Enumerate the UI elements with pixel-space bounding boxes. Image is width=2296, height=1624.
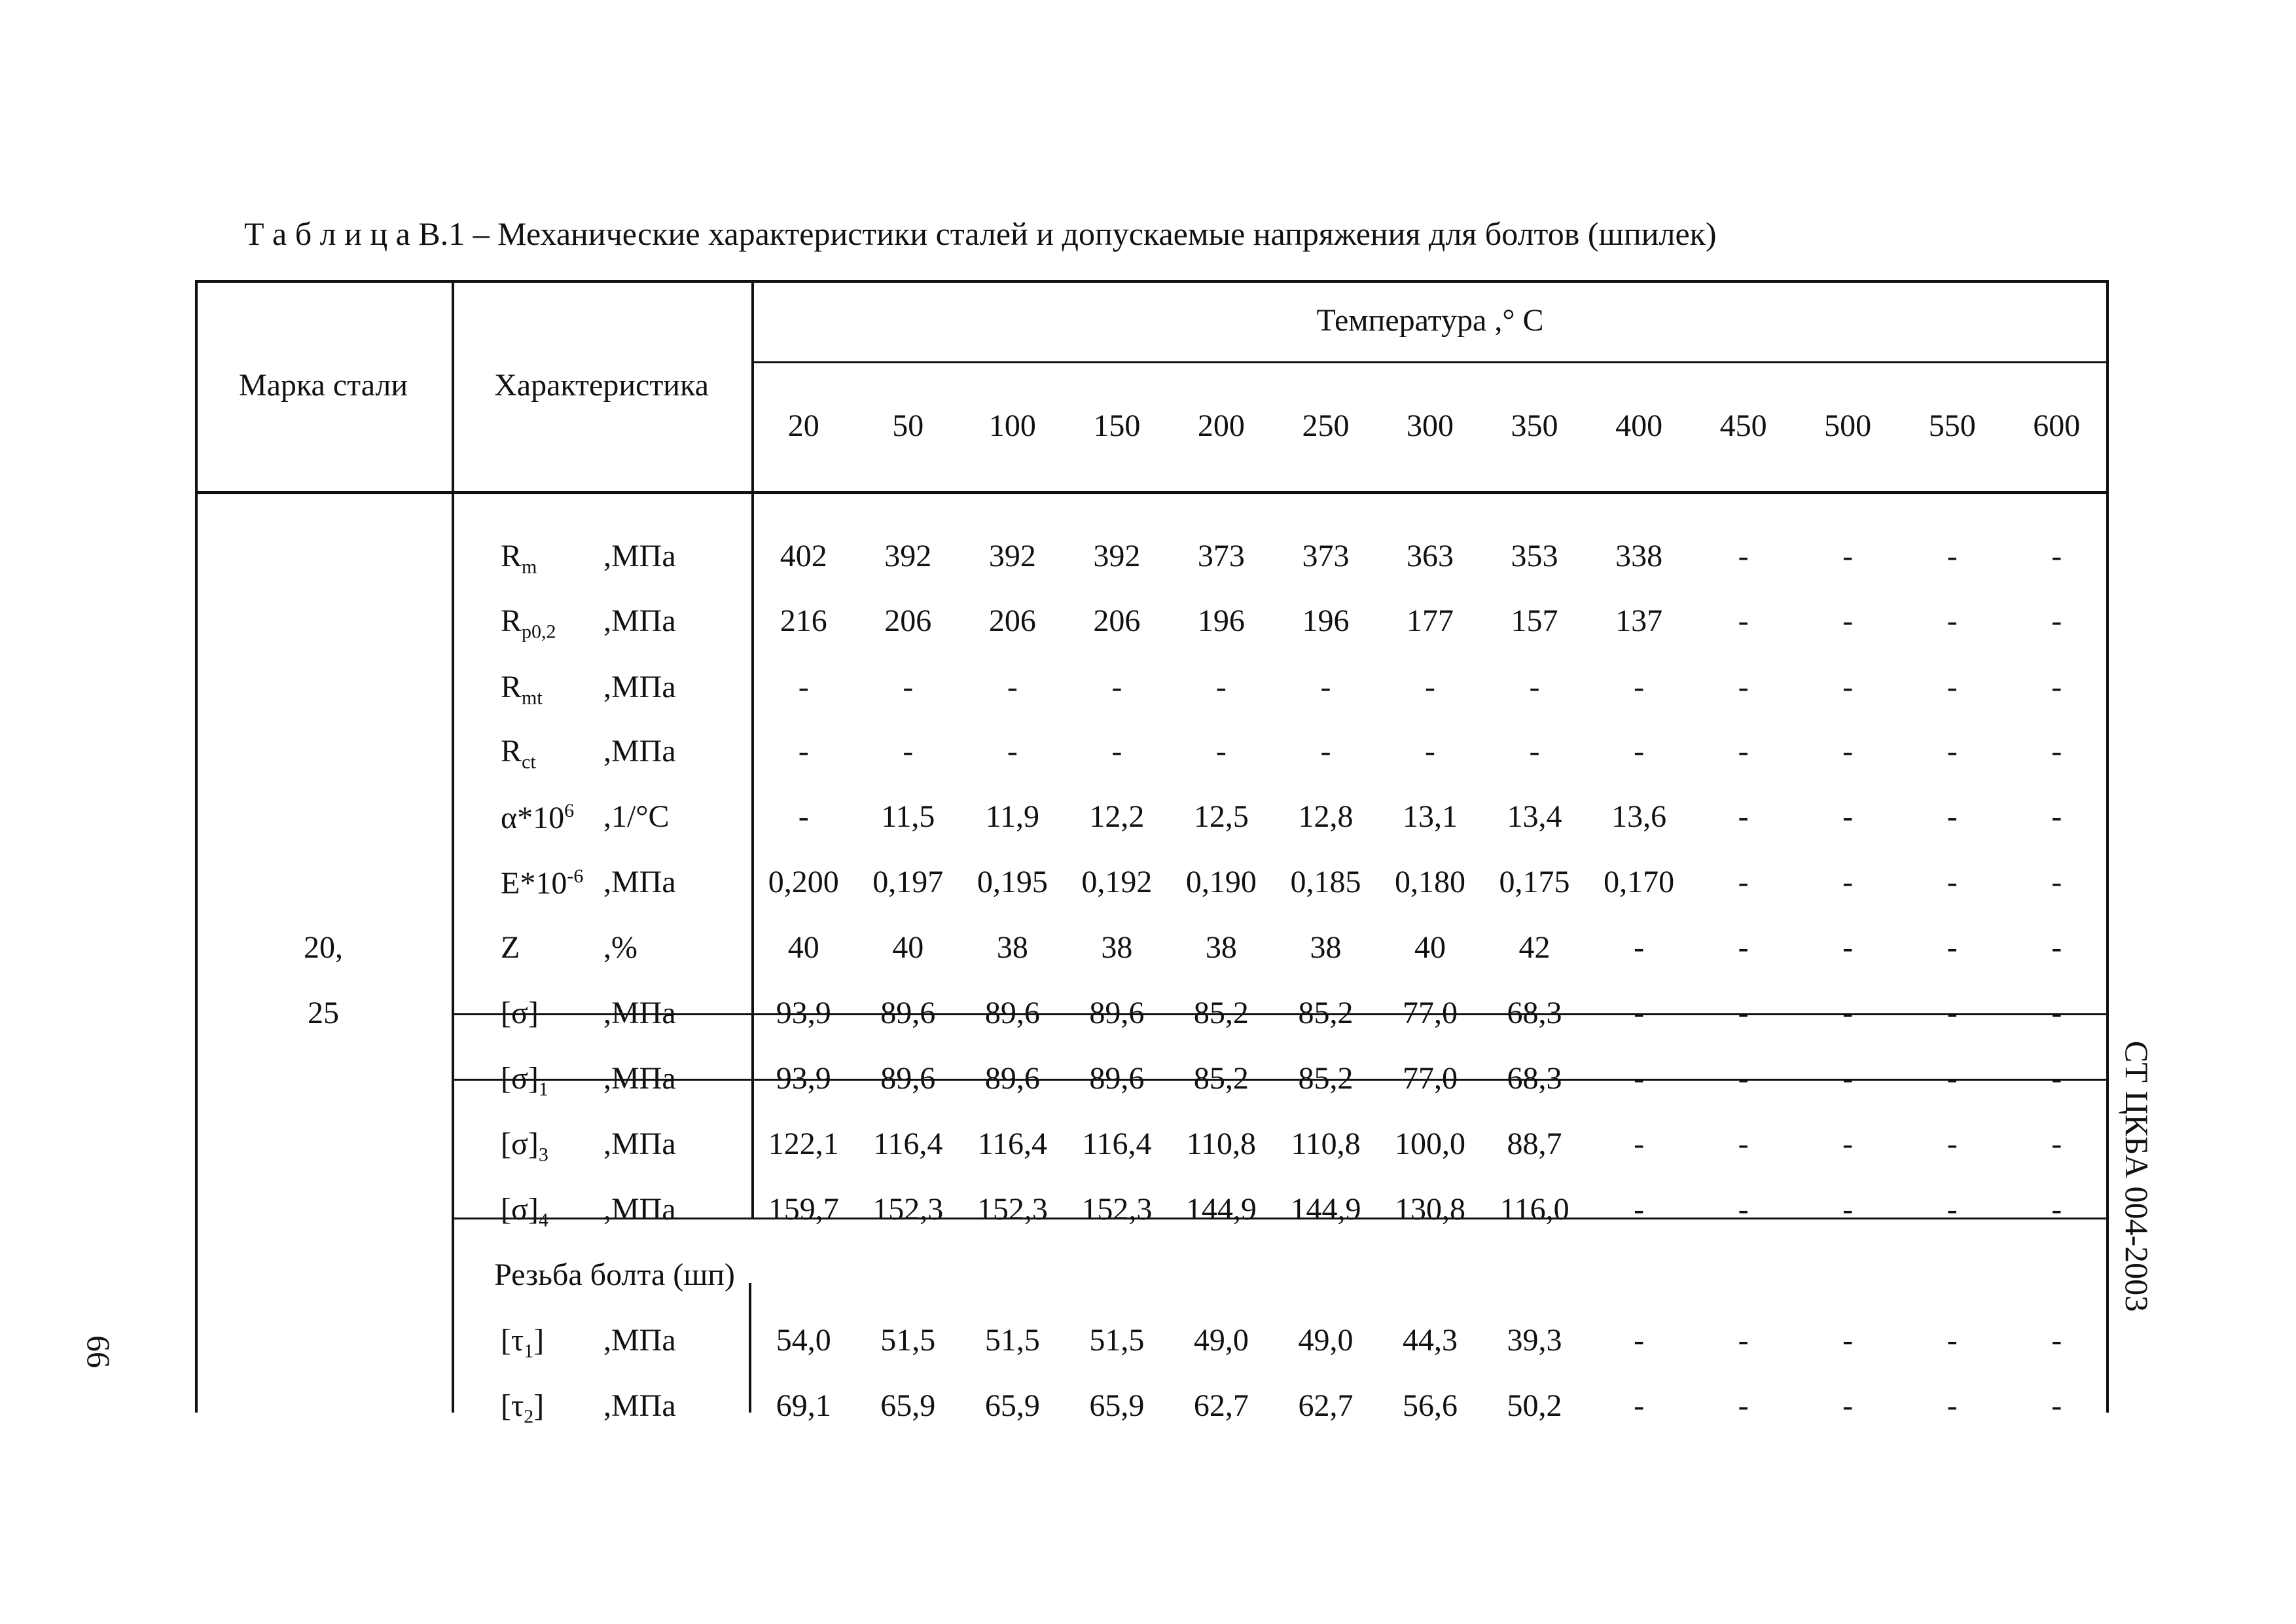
- table-cell: 130,8: [1394, 1192, 1465, 1227]
- table-cell: 42: [1518, 930, 1551, 965]
- steel-grade-value: 25: [308, 996, 339, 1030]
- table-cell: -: [1320, 734, 1331, 768]
- table-cell: -: [1738, 1323, 1749, 1358]
- characteristic-symbol: $E*10^{-6}$: [501, 865, 584, 901]
- table-cell: 373: [1302, 539, 1350, 573]
- characteristic-unit: ,МПа: [603, 539, 676, 573]
- table-cell: -: [1842, 1192, 1854, 1227]
- table-cell: 122,1: [768, 1127, 839, 1161]
- header-temp-400: 400: [1615, 408, 1663, 443]
- table-cell: 338: [1615, 539, 1663, 573]
- table-cell: 196: [1197, 604, 1245, 638]
- table-cell: -: [1424, 734, 1435, 768]
- table-cell: 85,2: [1298, 1061, 1354, 1096]
- table-cell: -: [1842, 1061, 1854, 1096]
- table-cell: 38: [996, 930, 1028, 965]
- characteristic-symbol: $R_{mt}$: [501, 670, 543, 709]
- table-cell: -: [1529, 670, 1540, 704]
- table-cell: 85,2: [1193, 1061, 1249, 1096]
- table-cell: -: [1842, 1388, 1854, 1423]
- header-temp-500: 500: [1824, 408, 1872, 443]
- characteristic-symbol: $[\sigma]_1$: [501, 1061, 548, 1100]
- table-cell: 373: [1197, 539, 1245, 573]
- table-cell: -: [1738, 1127, 1749, 1161]
- table-cell: 353: [1511, 539, 1558, 573]
- symbol-superscript: 6: [564, 800, 575, 821]
- header-temp-150: 150: [1093, 408, 1141, 443]
- section-label-thread: Резьба болта (шп): [494, 1257, 735, 1292]
- table-cell: -: [1738, 996, 1749, 1030]
- table-cell: 157: [1511, 604, 1558, 638]
- table-cell: 0,190: [1185, 865, 1257, 899]
- table-cell: -: [1738, 670, 1749, 704]
- table-cell: 0,197: [872, 865, 944, 899]
- table-cell: 110,8: [1291, 1127, 1361, 1161]
- table-cell: -: [1634, 1388, 1645, 1423]
- table-cell: -: [1215, 734, 1227, 768]
- table-cell: -: [1634, 1127, 1645, 1161]
- table-cell: -: [2051, 1061, 2062, 1096]
- table-cell: 196: [1302, 604, 1350, 638]
- characteristic-unit: ,МПа: [603, 1061, 676, 1096]
- table-cell: -: [1634, 1061, 1645, 1096]
- table-cell: 44,3: [1402, 1323, 1458, 1358]
- table-cell: -: [1946, 604, 1958, 638]
- characteristic-symbol: $[\sigma]_3$: [501, 1127, 548, 1166]
- symbol-subscript: 1: [524, 1340, 534, 1362]
- table-cell: 89,6: [984, 996, 1040, 1030]
- table-cell: 0,195: [977, 865, 1048, 899]
- table-cell: -: [1946, 1192, 1958, 1227]
- table-cell: 363: [1406, 539, 1454, 573]
- table-cell: 206: [1093, 604, 1141, 638]
- mechanical-properties-table: [195, 280, 2109, 1428]
- characteristic-symbol: $[\tau_1]$: [501, 1323, 545, 1362]
- table-caption: Т а б л и ц а В.1 – Механические характеристики сталей и допускаемые напряжения для болтов (шпилек): [244, 215, 1717, 252]
- table-cell: 51,5: [1089, 1323, 1145, 1358]
- table-cell: -: [2051, 1127, 2062, 1161]
- table-cell: -: [1946, 1323, 1958, 1358]
- symbol-subscript: 3: [538, 1144, 548, 1166]
- table-cell: 65,9: [880, 1388, 936, 1423]
- table-cell: -: [1738, 865, 1749, 899]
- table-cell: -: [1842, 930, 1854, 965]
- characteristic-unit: ,МПа: [603, 865, 676, 899]
- table-cell: -: [1946, 996, 1958, 1030]
- table-cell: -: [1007, 734, 1018, 768]
- table-cell: 11,5: [881, 799, 935, 834]
- table-cell: -: [1738, 930, 1749, 965]
- table-cell: -: [1634, 734, 1645, 768]
- table-cell: 68,3: [1507, 1061, 1562, 1096]
- table-cell: 85,2: [1193, 996, 1249, 1030]
- table-cell: -: [1634, 996, 1645, 1030]
- table-cell: 0,170: [1604, 865, 1675, 899]
- table-cell: 152,3: [1081, 1192, 1153, 1227]
- characteristic-unit: ,МПа: [603, 1323, 676, 1358]
- table-cell: 51,5: [984, 1323, 1040, 1358]
- table-cell: -: [1634, 1323, 1645, 1358]
- table-cell: -: [1842, 865, 1854, 899]
- header-temp-100: 100: [988, 408, 1036, 443]
- table-cell: 62,7: [1193, 1388, 1249, 1423]
- table-cell: -: [1738, 604, 1749, 638]
- table-cell: -: [1738, 1061, 1749, 1096]
- table-cell: -: [2051, 996, 2062, 1030]
- table-cell: -: [1529, 734, 1540, 768]
- table-cell: 0,192: [1081, 865, 1153, 899]
- table-cell: -: [1946, 930, 1958, 965]
- table-cell: -: [1842, 1127, 1854, 1161]
- table-cell: 40: [787, 930, 819, 965]
- characteristic-symbol: $[\sigma]_4$: [501, 1192, 548, 1231]
- header-temp-250: 250: [1302, 408, 1350, 443]
- table-cell: 93,9: [776, 1061, 831, 1096]
- table-cell: 89,6: [880, 996, 936, 1030]
- table-cell: -: [1111, 734, 1122, 768]
- table-cell: 13,4: [1507, 799, 1562, 834]
- page-number: 66: [81, 1335, 117, 1368]
- table-cell: -: [2051, 1323, 2062, 1358]
- characteristic-unit: ,1/°С: [603, 799, 670, 834]
- characteristic-unit: ,%: [603, 930, 637, 965]
- table-cell: 50,2: [1507, 1388, 1562, 1423]
- table-cell: 89,6: [1089, 1061, 1145, 1096]
- table-cell: -: [2051, 930, 2062, 965]
- header-temp-300: 300: [1406, 408, 1454, 443]
- table-cell: -: [1946, 1061, 1958, 1096]
- table-cell: -: [1946, 734, 1958, 768]
- table-cell: 38: [1101, 930, 1133, 965]
- table-cell: 65,9: [1089, 1388, 1145, 1423]
- characteristic-symbol: $R_m$: [501, 539, 537, 578]
- table-cell: -: [1634, 930, 1645, 965]
- characteristic-symbol: Z: [501, 930, 520, 965]
- table-cell: 62,7: [1298, 1388, 1354, 1423]
- table-cell: -: [1111, 670, 1122, 704]
- table-cell: -: [1842, 799, 1854, 834]
- table-cell: -: [1215, 670, 1227, 704]
- table-cell: -: [1738, 539, 1749, 573]
- table-cell: 11,9: [985, 799, 1039, 834]
- table-cell: 12,2: [1089, 799, 1145, 834]
- table-cell: 402: [780, 539, 827, 573]
- table-cell: 89,6: [880, 1061, 936, 1096]
- table-cell: -: [2051, 799, 2062, 834]
- table-cell: -: [1946, 1127, 1958, 1161]
- table-cell: 216: [780, 604, 827, 638]
- symbol-subscript: mt: [522, 687, 543, 709]
- header-temp-450: 450: [1719, 408, 1767, 443]
- table-cell: 13,1: [1402, 799, 1458, 834]
- table-cell: 93,9: [776, 996, 831, 1030]
- table-cell: -: [903, 670, 914, 704]
- table-cell: 88,7: [1507, 1127, 1562, 1161]
- table-cell: -: [798, 670, 809, 704]
- table-cell: -: [903, 734, 914, 768]
- table-cell: -: [1842, 670, 1854, 704]
- table-cell: -: [1320, 670, 1331, 704]
- table-cell: 116,4: [1082, 1127, 1152, 1161]
- table-cell: 144,9: [1185, 1192, 1257, 1227]
- table-cell: 12,8: [1298, 799, 1354, 834]
- table-cell: 40: [892, 930, 924, 965]
- table-cell: 392: [1093, 539, 1141, 573]
- table-cell: 39,3: [1507, 1323, 1562, 1358]
- characteristic-symbol: $R_{ct}$: [501, 734, 536, 773]
- table-cell: 77,0: [1402, 1061, 1458, 1096]
- table-cell: -: [1946, 865, 1958, 899]
- characteristic-unit: ,МПа: [603, 996, 676, 1030]
- header-characteristic: Характеристика: [494, 368, 709, 403]
- characteristic-unit: ,МПа: [603, 1127, 676, 1161]
- table-cell: 0,180: [1394, 865, 1465, 899]
- table-cell: 100,0: [1394, 1127, 1465, 1161]
- characteristic-symbol: [σ]: [501, 996, 539, 1030]
- table-cell: -: [1842, 539, 1854, 573]
- table-cell: -: [1424, 670, 1435, 704]
- characteristic-unit: ,МПа: [603, 1192, 676, 1227]
- table-cell: 85,2: [1298, 996, 1354, 1030]
- table-cell: -: [1946, 539, 1958, 573]
- table-cell: 392: [884, 539, 932, 573]
- characteristic-unit: ,МПа: [603, 1388, 676, 1423]
- characteristic-symbol: $\alpha*10^6$: [501, 800, 575, 835]
- table-cell: 13,6: [1611, 799, 1667, 834]
- header-temp-350: 350: [1511, 408, 1558, 443]
- table-cell: 116,4: [977, 1127, 1047, 1161]
- table-cell: 65,9: [984, 1388, 1040, 1423]
- table-cell: -: [1738, 799, 1749, 834]
- characteristic-symbol: $[\tau_2]$: [501, 1388, 545, 1428]
- table-cell: -: [2051, 670, 2062, 704]
- symbol-superscript: -6: [567, 865, 584, 887]
- table-cell: 68,3: [1507, 996, 1562, 1030]
- table-cell: -: [798, 799, 809, 834]
- table-cell: -: [1842, 734, 1854, 768]
- table-cell: 49,0: [1193, 1323, 1249, 1358]
- table-cell: -: [798, 734, 809, 768]
- header-temp-550: 550: [1928, 408, 1976, 443]
- table-cell: 144,9: [1290, 1192, 1361, 1227]
- table-cell: 137: [1615, 604, 1663, 638]
- characteristic-unit: ,МПа: [603, 734, 676, 768]
- table-cell: -: [2051, 1388, 2062, 1423]
- table-cell: -: [1738, 734, 1749, 768]
- symbol-subscript: 2: [524, 1405, 534, 1428]
- symbol-subscript: p0,2: [522, 621, 556, 643]
- table-cell: -: [1842, 604, 1854, 638]
- header-steel-grade: Марка стали: [238, 368, 408, 403]
- table-cell: -: [1634, 1192, 1645, 1227]
- header-temp-20: 20: [787, 408, 819, 443]
- table-cell: 89,6: [1089, 996, 1145, 1030]
- table-cell: 77,0: [1402, 996, 1458, 1030]
- table-cell: -: [1946, 1388, 1958, 1423]
- table-cell: 0,175: [1499, 865, 1570, 899]
- steel-grade-value: 20,: [304, 930, 343, 965]
- table-cell: -: [2051, 734, 2062, 768]
- table-cell: 206: [884, 604, 932, 638]
- table-cell: 38: [1310, 930, 1342, 965]
- header-temp-600: 600: [2033, 408, 2081, 443]
- table-cell: -: [1946, 670, 1958, 704]
- table-cell: 0,185: [1290, 865, 1361, 899]
- table-cell: 392: [988, 539, 1036, 573]
- symbol-subscript: ct: [522, 751, 536, 773]
- table-cell: -: [2051, 604, 2062, 638]
- table-cell: 89,6: [984, 1061, 1040, 1096]
- table-cell: 116,4: [873, 1127, 943, 1161]
- table-cell: 0,200: [768, 865, 839, 899]
- table-cell: 69,1: [776, 1388, 831, 1423]
- table-cell: 38: [1205, 930, 1237, 965]
- table-cell: 110,8: [1186, 1127, 1257, 1161]
- document-code: СТ ЦКБА 004-2003: [2119, 1041, 2155, 1312]
- header-temperature: Температура ,° С: [1316, 303, 1544, 338]
- table-cell: 12,5: [1193, 799, 1249, 834]
- symbol-subscript: 4: [538, 1209, 548, 1231]
- table-cell: 177: [1406, 604, 1454, 638]
- characteristic-unit: ,МПа: [603, 604, 676, 638]
- table-cell: -: [2051, 865, 2062, 899]
- table-cell: 159,7: [768, 1192, 839, 1227]
- table-cell: 206: [988, 604, 1036, 638]
- table-cell: -: [1738, 1192, 1749, 1227]
- table-cell: 54,0: [776, 1323, 831, 1358]
- symbol-subscript: 1: [538, 1078, 548, 1100]
- table-cell: -: [1007, 670, 1018, 704]
- table-cell: 51,5: [880, 1323, 936, 1358]
- header-temp-50: 50: [892, 408, 924, 443]
- table-cell: -: [1738, 1388, 1749, 1423]
- table-cell: 116,0: [1499, 1192, 1570, 1227]
- table-cell: 49,0: [1298, 1323, 1354, 1358]
- table-cell: -: [1634, 670, 1645, 704]
- table-cell: 152,3: [872, 1192, 944, 1227]
- table-cell: -: [2051, 539, 2062, 573]
- table-cell: 40: [1414, 930, 1446, 965]
- table-cell: -: [2051, 1192, 2062, 1227]
- characteristic-unit: ,МПа: [603, 670, 676, 704]
- header-temp-200: 200: [1197, 408, 1245, 443]
- characteristic-symbol: $R_{p0,2}$: [501, 604, 556, 643]
- header-bottom-border: [195, 491, 2109, 494]
- table-cell: -: [1842, 1323, 1854, 1358]
- table-cell: 56,6: [1402, 1388, 1458, 1423]
- table-cell: -: [1842, 996, 1854, 1030]
- table-cell: 152,3: [977, 1192, 1048, 1227]
- symbol-subscript: m: [522, 556, 537, 578]
- table-cell: -: [1946, 799, 1958, 834]
